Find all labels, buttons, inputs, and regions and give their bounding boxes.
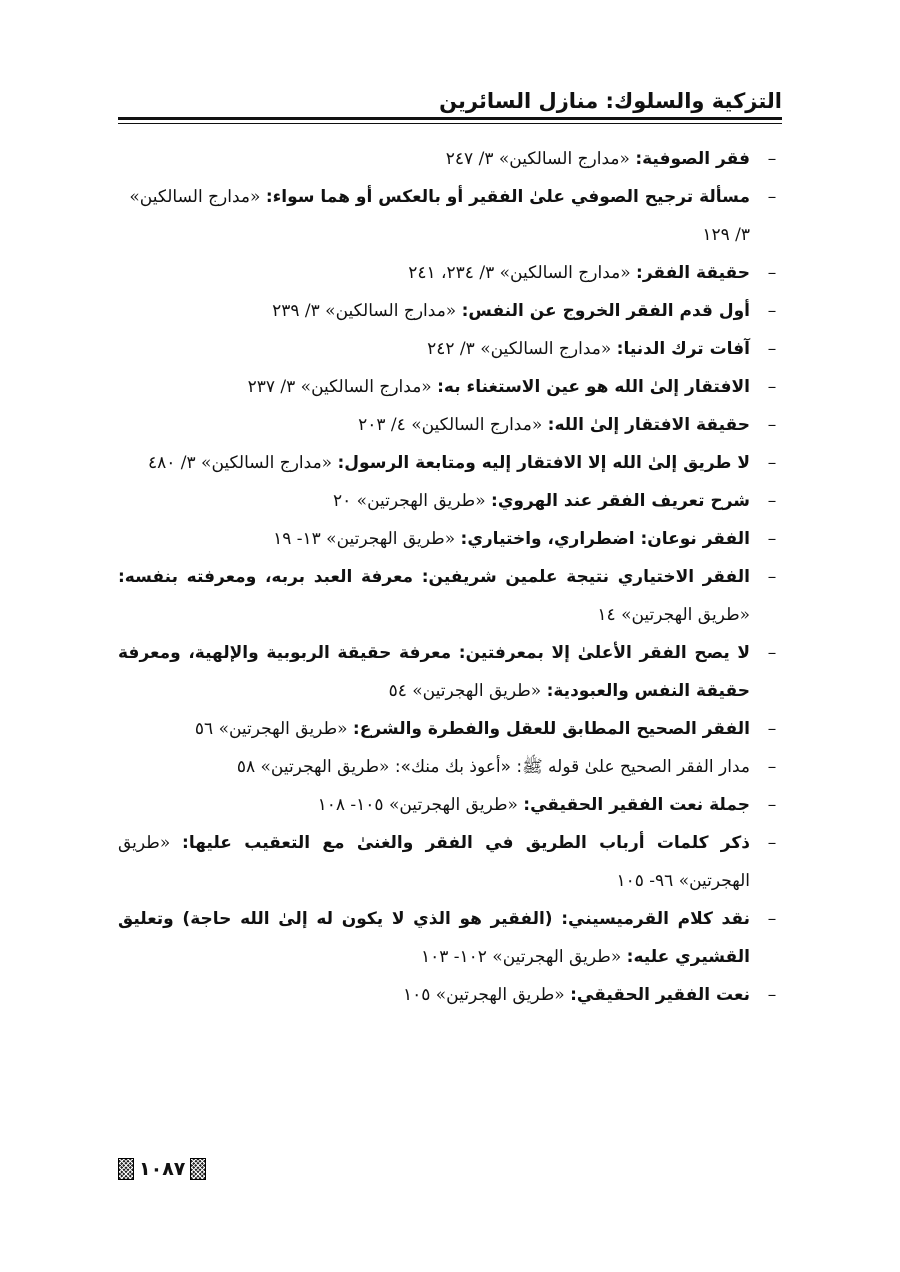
entry-topic: أول قدم الفقر الخروج عن النفس: bbox=[461, 301, 750, 321]
entry-reference: «مدارج السالكين» ٣/ ٤٨٠ bbox=[147, 453, 333, 473]
bullet-dash: – bbox=[767, 453, 777, 473]
bullet-dash: – bbox=[767, 339, 777, 359]
index-entry bbox=[118, 406, 782, 444]
index-entry bbox=[118, 976, 782, 1014]
entry-reference: «طريق الهجرتين» ٩٦- ١٠٥ bbox=[118, 833, 750, 891]
entry-reference: «طريق الهجرتين» ٥٦ bbox=[194, 719, 348, 739]
index-entry bbox=[118, 292, 782, 330]
entry-topic: حقيقة الفقر: bbox=[636, 263, 750, 283]
index-list bbox=[118, 140, 782, 1014]
entry-topic: لا طريق إلىٰ الله إلا الافتقار إليه ومتابعة الرسول: bbox=[337, 453, 750, 473]
entry-reference: «مدارج السالكين» ٤/ ٢٠٣ bbox=[358, 415, 543, 435]
bullet-dash: – bbox=[767, 491, 777, 511]
page-footer bbox=[118, 1156, 206, 1182]
entry-reference: «مدارج السالكين» ٣/ ٢٤٢ bbox=[427, 339, 612, 359]
ornament-icon bbox=[118, 1158, 134, 1180]
index-entry bbox=[118, 254, 782, 292]
entry-reference: «مدارج السالكين» ٣/ ٢٣٤، ٢٤١ bbox=[408, 263, 631, 283]
page-number: ١٠٨٧ bbox=[139, 1158, 186, 1180]
entry-topic: الفقر الصحيح المطابق للعقل والفطرة والشرع: bbox=[352, 719, 750, 739]
ornament-icon bbox=[190, 1158, 206, 1180]
entry-reference: «طريق الهجرتين» ٥٨ bbox=[236, 757, 390, 777]
index-entry bbox=[118, 558, 782, 634]
entry-reference: «طريق الهجرتين» ٥٤ bbox=[388, 681, 542, 701]
index-entry bbox=[118, 520, 782, 558]
entry-topic: مسألة ترجيح الصوفي علىٰ الفقير أو بالعكس أو هما سواء: bbox=[265, 187, 750, 207]
entry-reference: «مدارج السالكين» ٣/ ٢٤٧ bbox=[445, 149, 630, 169]
bullet-dash: – bbox=[767, 757, 777, 777]
entry-topic: لا يصح الفقر الأعلىٰ إلا بمعرفتين: معرفة حقيقة الربوبية والإلهية، ومعرفة حقيقة النفس والعبودية: bbox=[118, 643, 750, 701]
bullet-dash: – bbox=[767, 643, 777, 663]
index-entry bbox=[118, 786, 782, 824]
bullet-dash: – bbox=[767, 719, 777, 739]
index-entry bbox=[118, 824, 782, 900]
bullet-dash: – bbox=[767, 149, 777, 169]
entry-reference: «مدارج السالكين» ٣/ ٢٣٧ bbox=[247, 377, 432, 397]
bullet-dash: – bbox=[767, 567, 777, 587]
index-entry bbox=[118, 900, 782, 976]
entry-topic: فقر الصوفية: bbox=[635, 149, 750, 169]
index-entry bbox=[118, 444, 782, 482]
entry-topic: آفات ترك الدنيا: bbox=[616, 339, 750, 359]
bullet-dash: – bbox=[767, 187, 777, 207]
entry-topic: الفقر نوعان: اضطراري، واختياري: bbox=[460, 529, 750, 549]
entry-reference: «طريق الهجرتين» ١٠٥- ١٠٨ bbox=[317, 795, 518, 815]
bullet-dash: – bbox=[767, 301, 777, 321]
bullet-dash: – bbox=[767, 909, 777, 929]
entry-topic: جملة نعت الفقير الحقيقي: bbox=[523, 795, 750, 815]
running-header: التزكية والسلوك: منازل السائرين bbox=[439, 89, 782, 113]
index-entry bbox=[118, 634, 782, 710]
bullet-dash: – bbox=[767, 377, 777, 397]
index-entry bbox=[118, 178, 782, 254]
bullet-dash: – bbox=[767, 795, 777, 815]
entry-reference: «طريق الهجرتين» ١٣- ١٩ bbox=[273, 529, 456, 549]
entry-reference: «طريق الهجرتين» ٢٠ bbox=[333, 491, 486, 511]
entry-topic: الافتقار إلىٰ الله هو عين الاستغناء به: bbox=[437, 377, 750, 397]
entry-topic: شرح تعريف الفقر عند الهروي: bbox=[491, 491, 750, 511]
index-entry bbox=[118, 482, 782, 520]
entry-reference: «طريق الهجرتين» ١٠٢- ١٠٣ bbox=[420, 947, 622, 967]
header-rule-thin bbox=[118, 123, 782, 124]
index-entry bbox=[118, 140, 782, 178]
entry-reference: «مدارج السالكين» ٣/ ٢٣٩ bbox=[272, 301, 457, 321]
entry-reference: «مدارج السالكين» ٣/ ١٢٩ bbox=[129, 187, 750, 245]
bullet-dash: – bbox=[767, 529, 777, 549]
entry-topic: حقيقة الافتقار إلىٰ الله: bbox=[547, 415, 750, 435]
entry-topic: نقد كلام القرميسيني: (الفقير هو الذي لا يكون له إلىٰ الله حاجة) وتعليق القشيري عليه: bbox=[118, 909, 750, 967]
bullet-dash: – bbox=[767, 833, 777, 853]
entry-topic: مدار الفقر الصحيح علىٰ قوله ﷺ: «أعوذ بك منك»: bbox=[394, 757, 750, 777]
header-rule-thick bbox=[118, 117, 782, 120]
index-entry bbox=[118, 330, 782, 368]
bullet-dash: – bbox=[767, 263, 777, 283]
index-entry bbox=[118, 368, 782, 406]
entry-topic: الفقر الاختياري نتيجة علمين شريفين: معرفة العبد بربه، ومعرفته بنفسه: bbox=[118, 567, 750, 587]
entry-topic: نعت الفقير الحقيقي: bbox=[570, 985, 750, 1005]
entry-reference: «طريق الهجرتين» ١٠٥ bbox=[402, 985, 565, 1005]
index-entry bbox=[118, 710, 782, 748]
entry-reference: «طريق الهجرتين» ١٤ bbox=[597, 605, 750, 625]
bullet-dash: – bbox=[767, 985, 777, 1005]
entry-topic: ذكر كلمات أرباب الطريق في الفقر والغنىٰ مع التعقيب عليها: bbox=[182, 833, 750, 853]
bullet-dash: – bbox=[767, 415, 777, 435]
index-entry bbox=[118, 748, 782, 786]
